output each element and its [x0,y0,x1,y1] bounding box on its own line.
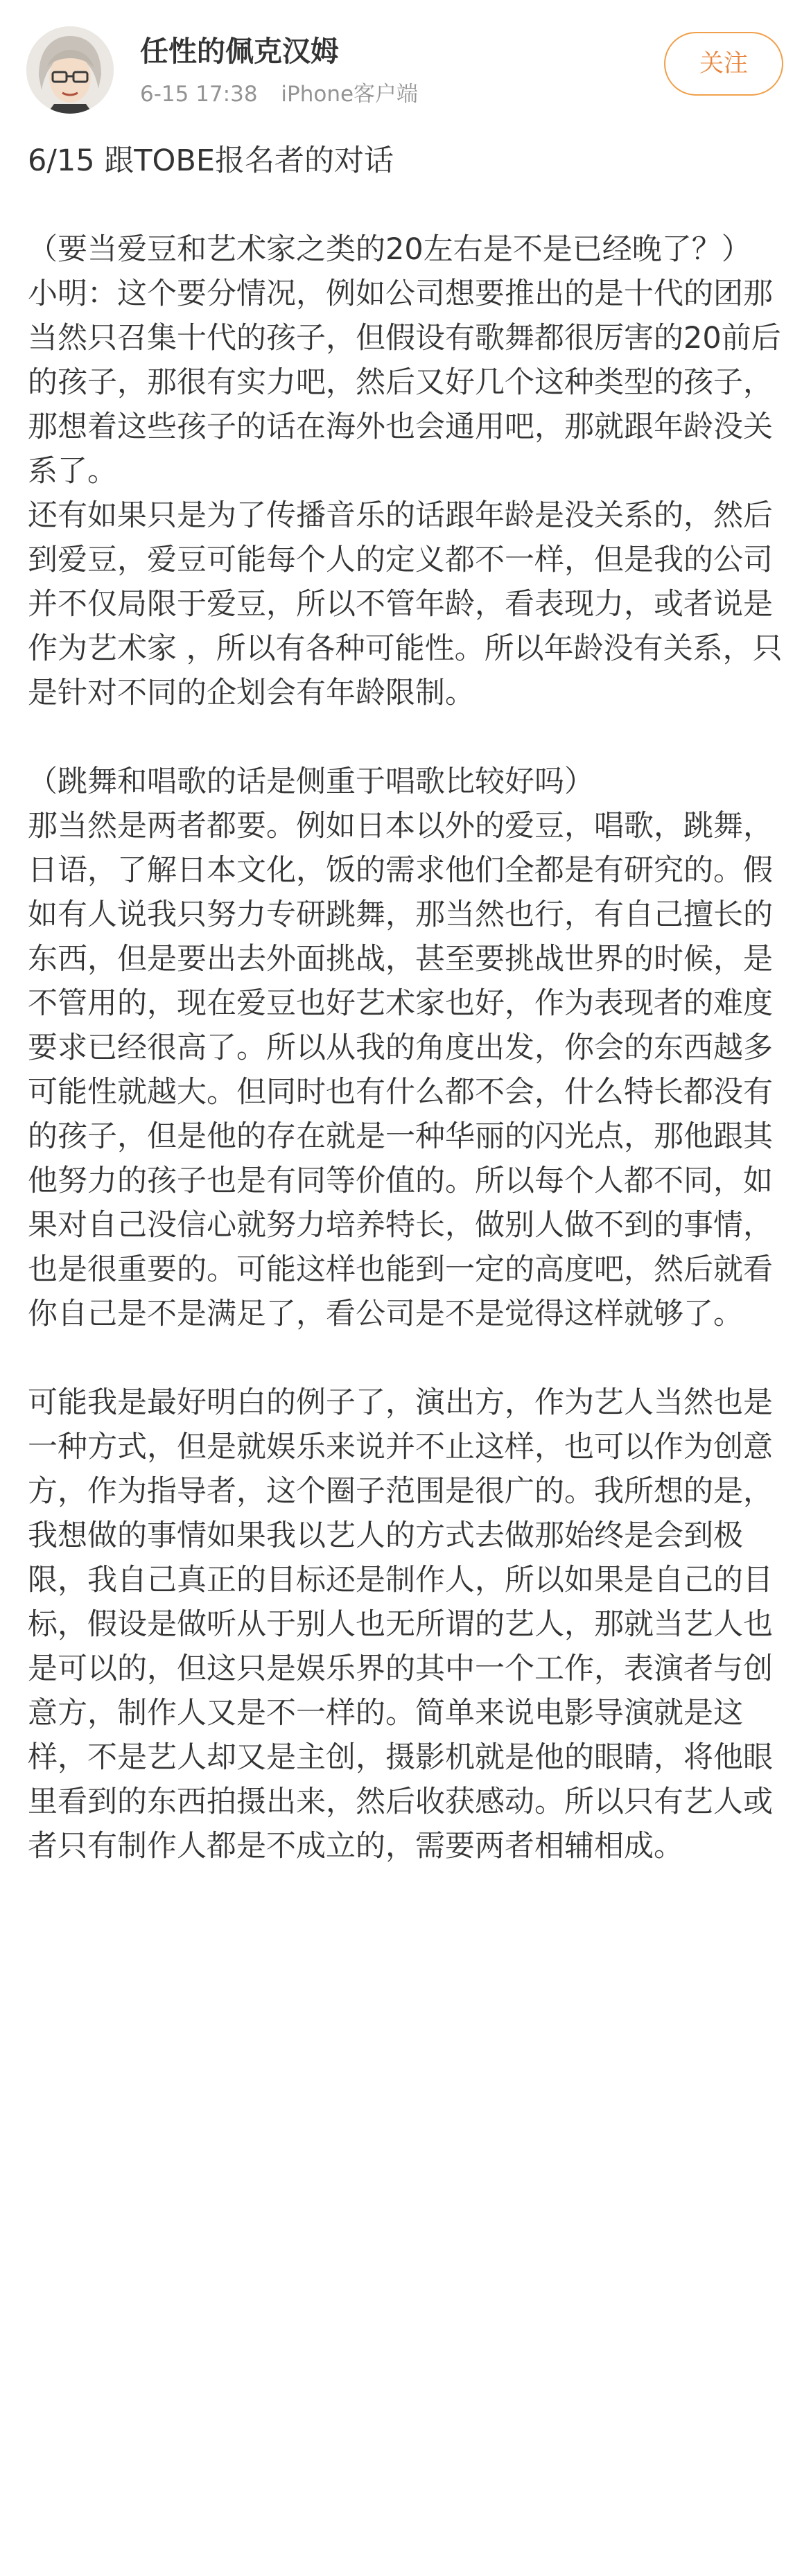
question-1: （要当爱豆和艺术家之类的20左右是不是已经晚了？） [28,232,751,267]
avatar-portrait-icon [26,26,114,114]
post-date: 6-15 17:38 [140,82,258,107]
avatar[interactable] [26,26,114,114]
question-2: （跳舞和唱歌的话是侧重于唱歌比较好吗） [28,764,594,799]
paragraph-spacer [28,183,790,227]
answer-1-continued: 还有如果只是为了传播音乐的话跟年龄是没关系的，然后到爱豆，爱豆可能每个人的定义都不一样，但是我的公司并不仅局限于爱豆，所以不管年龄，看表现力，或者说是作为艺术家 ，所以有各种可能性。所以年龄没有关系，只是针对不同的企划会有年龄限制。 [28,498,783,710]
post-source: iPhone客户端 [281,82,419,107]
author-name[interactable]: 任性的佩克汉姆 [140,35,339,68]
post-meta [140,80,418,108]
answer-3: 可能我是最好明白的例子了，演出方，作为艺人当然也是一种方式，但是就娱乐来说并不止这样，也可以作为创意方，作为指导者，这个圈子范围是很广的。我所想的是，我想做的事情如果我以艺人的方式去做那始终是会到极限，我自己真正的目标还是制作人，所以如果是自己的目标，假设是做听从于别人也无所谓的艺人，那就当艺人也是可以的，但这只是娱乐界的其中一个工作，表演者与创意方，制作人又是不一样的。简单来说电影导演就是这样，不是艺人却又是主创，摄影机就是他的眼睛，将他眼里看到的东西拍摄出来，然后收获感动。所以只有艺人或者只有制作人都是不成立的，需要两者相辅相成。 [28,1385,773,1864]
answer-1: 小明：这个要分情况，例如公司想要推出的是十代的团那当然只召集十代的孩子，但假设有歌舞都很厉害的20前后的孩子，那很有实力吧，然后又好几个这种类型的孩子，那想着这些孩子的话在海外也会通用吧，那就跟年龄没关系了。 [28,277,781,489]
post-body [28,139,790,1868]
post-header [0,0,811,139]
post-title: 6/15 跟TOBE报名者的对话 [28,143,394,178]
paragraph-spacer [28,715,790,760]
follow-button[interactable]: 关注 [664,32,783,96]
paragraph-spacer [28,1336,790,1381]
answer-2: 那当然是两者都要。例如日本以外的爱豆，唱歌，跳舞，日语，了解日本文化，饭的需求他们全都是有研究的。假如有人说我只努力专研跳舞，那当然也行，有自己擅长的东西，但是要出去外面挑战，甚至要挑战世界的时候，是不管用的，现在爱豆也好艺术家也好，作为表现者的难度要求已经很高了。所以从我的角度出发，你会的东西越多可能性就越大。但同时也有什么都不会，什么特长都没有的孩子，但是他的存在就是一种华丽的闪光点，那他跟其他努力的孩子也是有同等价值的。所以每个人都不同，如果对自己没信心就努力培养特长，做别人做不到的事情，也是很重要的。可能这样也能到一定的高度吧，然后就看你自己是不是满足了，看公司是不是觉得这样就够了。 [28,809,773,1331]
